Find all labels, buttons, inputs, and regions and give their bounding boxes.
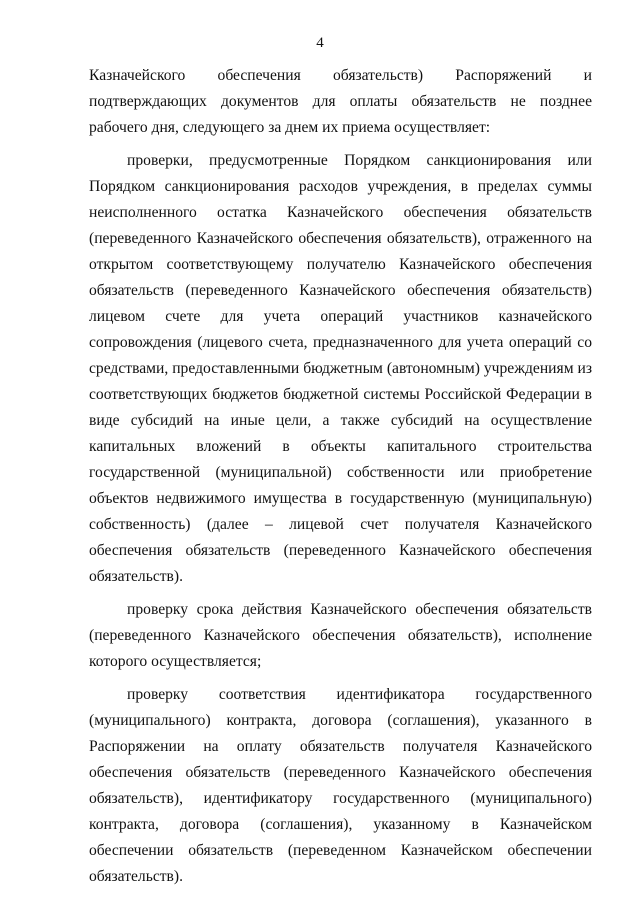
page-number: 4 <box>316 35 324 51</box>
paragraph-validity-check: проверку срока действия Казначейского обеспечения обязательств (переведенного Казначейского обеспечения обязательств), исполнение которого осуществляется; <box>89 601 592 670</box>
paragraph-identifier-check: проверку соответствия идентификатора государственного (муниципального) контракта, договора (соглашения), указанного в Распоряжении на оплату обязательств получателя Казначейского обеспечения обязательств (переведенного Казначейского обеспечения обязательств), идентификатору государственного (муниципального) контракта, договора (соглашения), указанному в Казначейском обеспечении обязательств (переведенном Казначейском обеспечении обязательств). <box>89 686 592 885</box>
document-body <box>89 63 592 890</box>
paragraph-continuation: Казначейского обеспечения обязательств) Распоряжений и подтверждающих документов для оплаты обязательств не позднее рабочего дня, следующего за днем их приема осуществляет: <box>89 67 592 136</box>
paragraph-sanction-checks: проверки, предусмотренные Порядком санкционирования или Порядком санкционирования расходов учреждения, в пределах суммы неисполненного остатка Казначейского обеспечения обязательств (переведенного Казначейского обеспечения обязательств), отраженного на открытом соответствующему получателю Казначейского обеспечения обязательств (переведенного Казначейского обеспечения обязательств) лицевом счете для учета операций участников казначейского сопровождения (лицевого счета, предназначенного для учета операций со средствами, предоставленными бюджетным (автономным) учреждениям из соответствующих бюджетов бюджетной системы Российской Федерации в виде субсидий на иные цели, а также субсидий на осуществление капитальных вложений в объекты капитального строительства государственной (муниципальной) собственности или приобретение объектов недвижимого имущества в государственную (муниципальную) собственность) (далее – лицевой счет получателя Казначейского обеспечения обязательств (переведенного Казначейского обеспечения обязательств). <box>89 152 592 585</box>
